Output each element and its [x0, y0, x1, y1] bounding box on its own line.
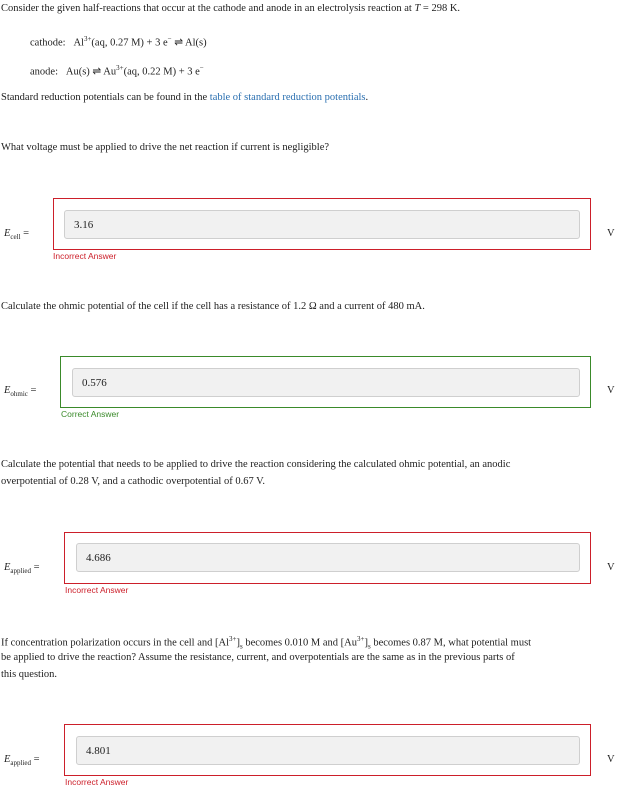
- cathode-concentration: (aq, 0.27 M) + 3 e: [91, 37, 168, 49]
- prompt-fragment: If concentration polarization occurs in the cell and [Al: [1, 637, 229, 649]
- question-2-label: [4, 385, 36, 398]
- label-variable: E: [4, 754, 11, 765]
- anode-reactant: Au(s): [65, 66, 90, 78]
- label-equals: =: [31, 754, 40, 765]
- charge-superscript: 3+: [229, 635, 237, 643]
- prompt-fragment: ]: [364, 637, 368, 649]
- question-3-feedback: Incorrect Answer: [65, 585, 129, 595]
- anode-concentration: (aq, 0.22 M) + 3 e: [123, 66, 200, 78]
- surface-subscript: s: [367, 642, 371, 651]
- cathode-electron-charge: −: [167, 35, 172, 43]
- standard-potentials-note: [1, 89, 368, 106]
- question-1-feedback: Incorrect Answer: [53, 251, 117, 261]
- anode-charge: 3+: [116, 64, 124, 72]
- surface-subscript: s: [239, 642, 243, 651]
- question-2-prompt: Calculate the ohmic potential of the cell if the cell has a resistance of 1.2 Ω and a current of 480 mA.: [1, 301, 425, 312]
- anode-species: Au: [103, 66, 117, 78]
- question-2-feedback: Correct Answer: [61, 409, 120, 419]
- question-2-unit: V: [607, 385, 615, 396]
- question-4-prompt-line-3: this question.: [1, 669, 58, 680]
- label-subscript: applied: [10, 567, 32, 576]
- anode-label: anode:: [30, 66, 58, 78]
- standard-potentials-end: .: [365, 92, 369, 103]
- equilibrium-arrow-icon: ⇌: [92, 66, 102, 78]
- question-3-label: [4, 562, 40, 575]
- question-1-unit: V: [607, 228, 615, 239]
- question-4-label: [4, 754, 40, 767]
- question-4-answer-input[interactable]: 4.801: [76, 736, 580, 765]
- cathode-species: Al: [73, 37, 84, 49]
- label-subscript: applied: [10, 759, 32, 768]
- standard-potentials-link[interactable]: table of standard reduction potentials: [209, 92, 366, 103]
- question-3-answer-input[interactable]: 4.686: [76, 543, 580, 572]
- label-equals: =: [27, 385, 37, 396]
- question-3-unit: V: [607, 562, 615, 573]
- question-3-prompt-line-2: overpotential of 0.28 V, and a cathodic overpotential of 0.67 V.: [1, 476, 266, 487]
- question-3-prompt-line-1: Calculate the potential that needs to be applied to drive the reaction considering the calculated ohmic potential, an anodic: [1, 459, 511, 470]
- equilibrium-arrow-icon: ⇌: [174, 37, 183, 49]
- cathode-product: Al(s): [185, 37, 207, 49]
- label-variable: E: [4, 228, 11, 239]
- label-equals: =: [20, 228, 30, 239]
- label-variable: E: [4, 562, 11, 573]
- label-equals: =: [31, 562, 40, 573]
- charge-superscript: 3+: [357, 635, 365, 643]
- prompt-fragment: becomes 0.87 M, what potential must: [370, 637, 532, 649]
- question-1-label: [4, 228, 29, 241]
- prompt-fragment: becomes 0.010 M and [Au: [242, 637, 357, 649]
- intro-text: [1, 0, 460, 17]
- standard-potentials-lead: Standard reduction potentials can be found in the: [1, 92, 210, 103]
- question-4-prompt-line-2: be applied to drive the reaction? Assume the resistance, current, and overpotentials are the same as in the previous parts of: [1, 652, 515, 663]
- question-4-unit: V: [607, 754, 615, 765]
- prompt-fragment: ]: [236, 637, 240, 649]
- question-1-answer-input[interactable]: 3.16: [64, 210, 580, 239]
- cathode-charge: 3+: [83, 35, 92, 43]
- question-2-answer-input[interactable]: 0.576: [72, 368, 580, 397]
- anode-electron-charge: −: [199, 64, 204, 72]
- anode-reaction: [30, 60, 204, 81]
- question-1-prompt: What voltage must be applied to drive the net reaction if current is negligible?: [1, 142, 330, 153]
- temperature-variable: T: [414, 3, 421, 14]
- label-subscript: ohmic: [10, 390, 28, 399]
- cathode-label: cathode:: [30, 37, 66, 49]
- label-variable: E: [4, 385, 11, 396]
- cathode-reaction: [30, 31, 207, 52]
- temperature-value: = 298 K.: [420, 3, 461, 14]
- label-subscript: cell: [10, 233, 21, 242]
- intro-lead: Consider the given half-reactions that occur at the cathode and anode in an electrolysis reaction at: [1, 3, 415, 14]
- question-4-feedback: Incorrect Answer: [65, 777, 129, 787]
